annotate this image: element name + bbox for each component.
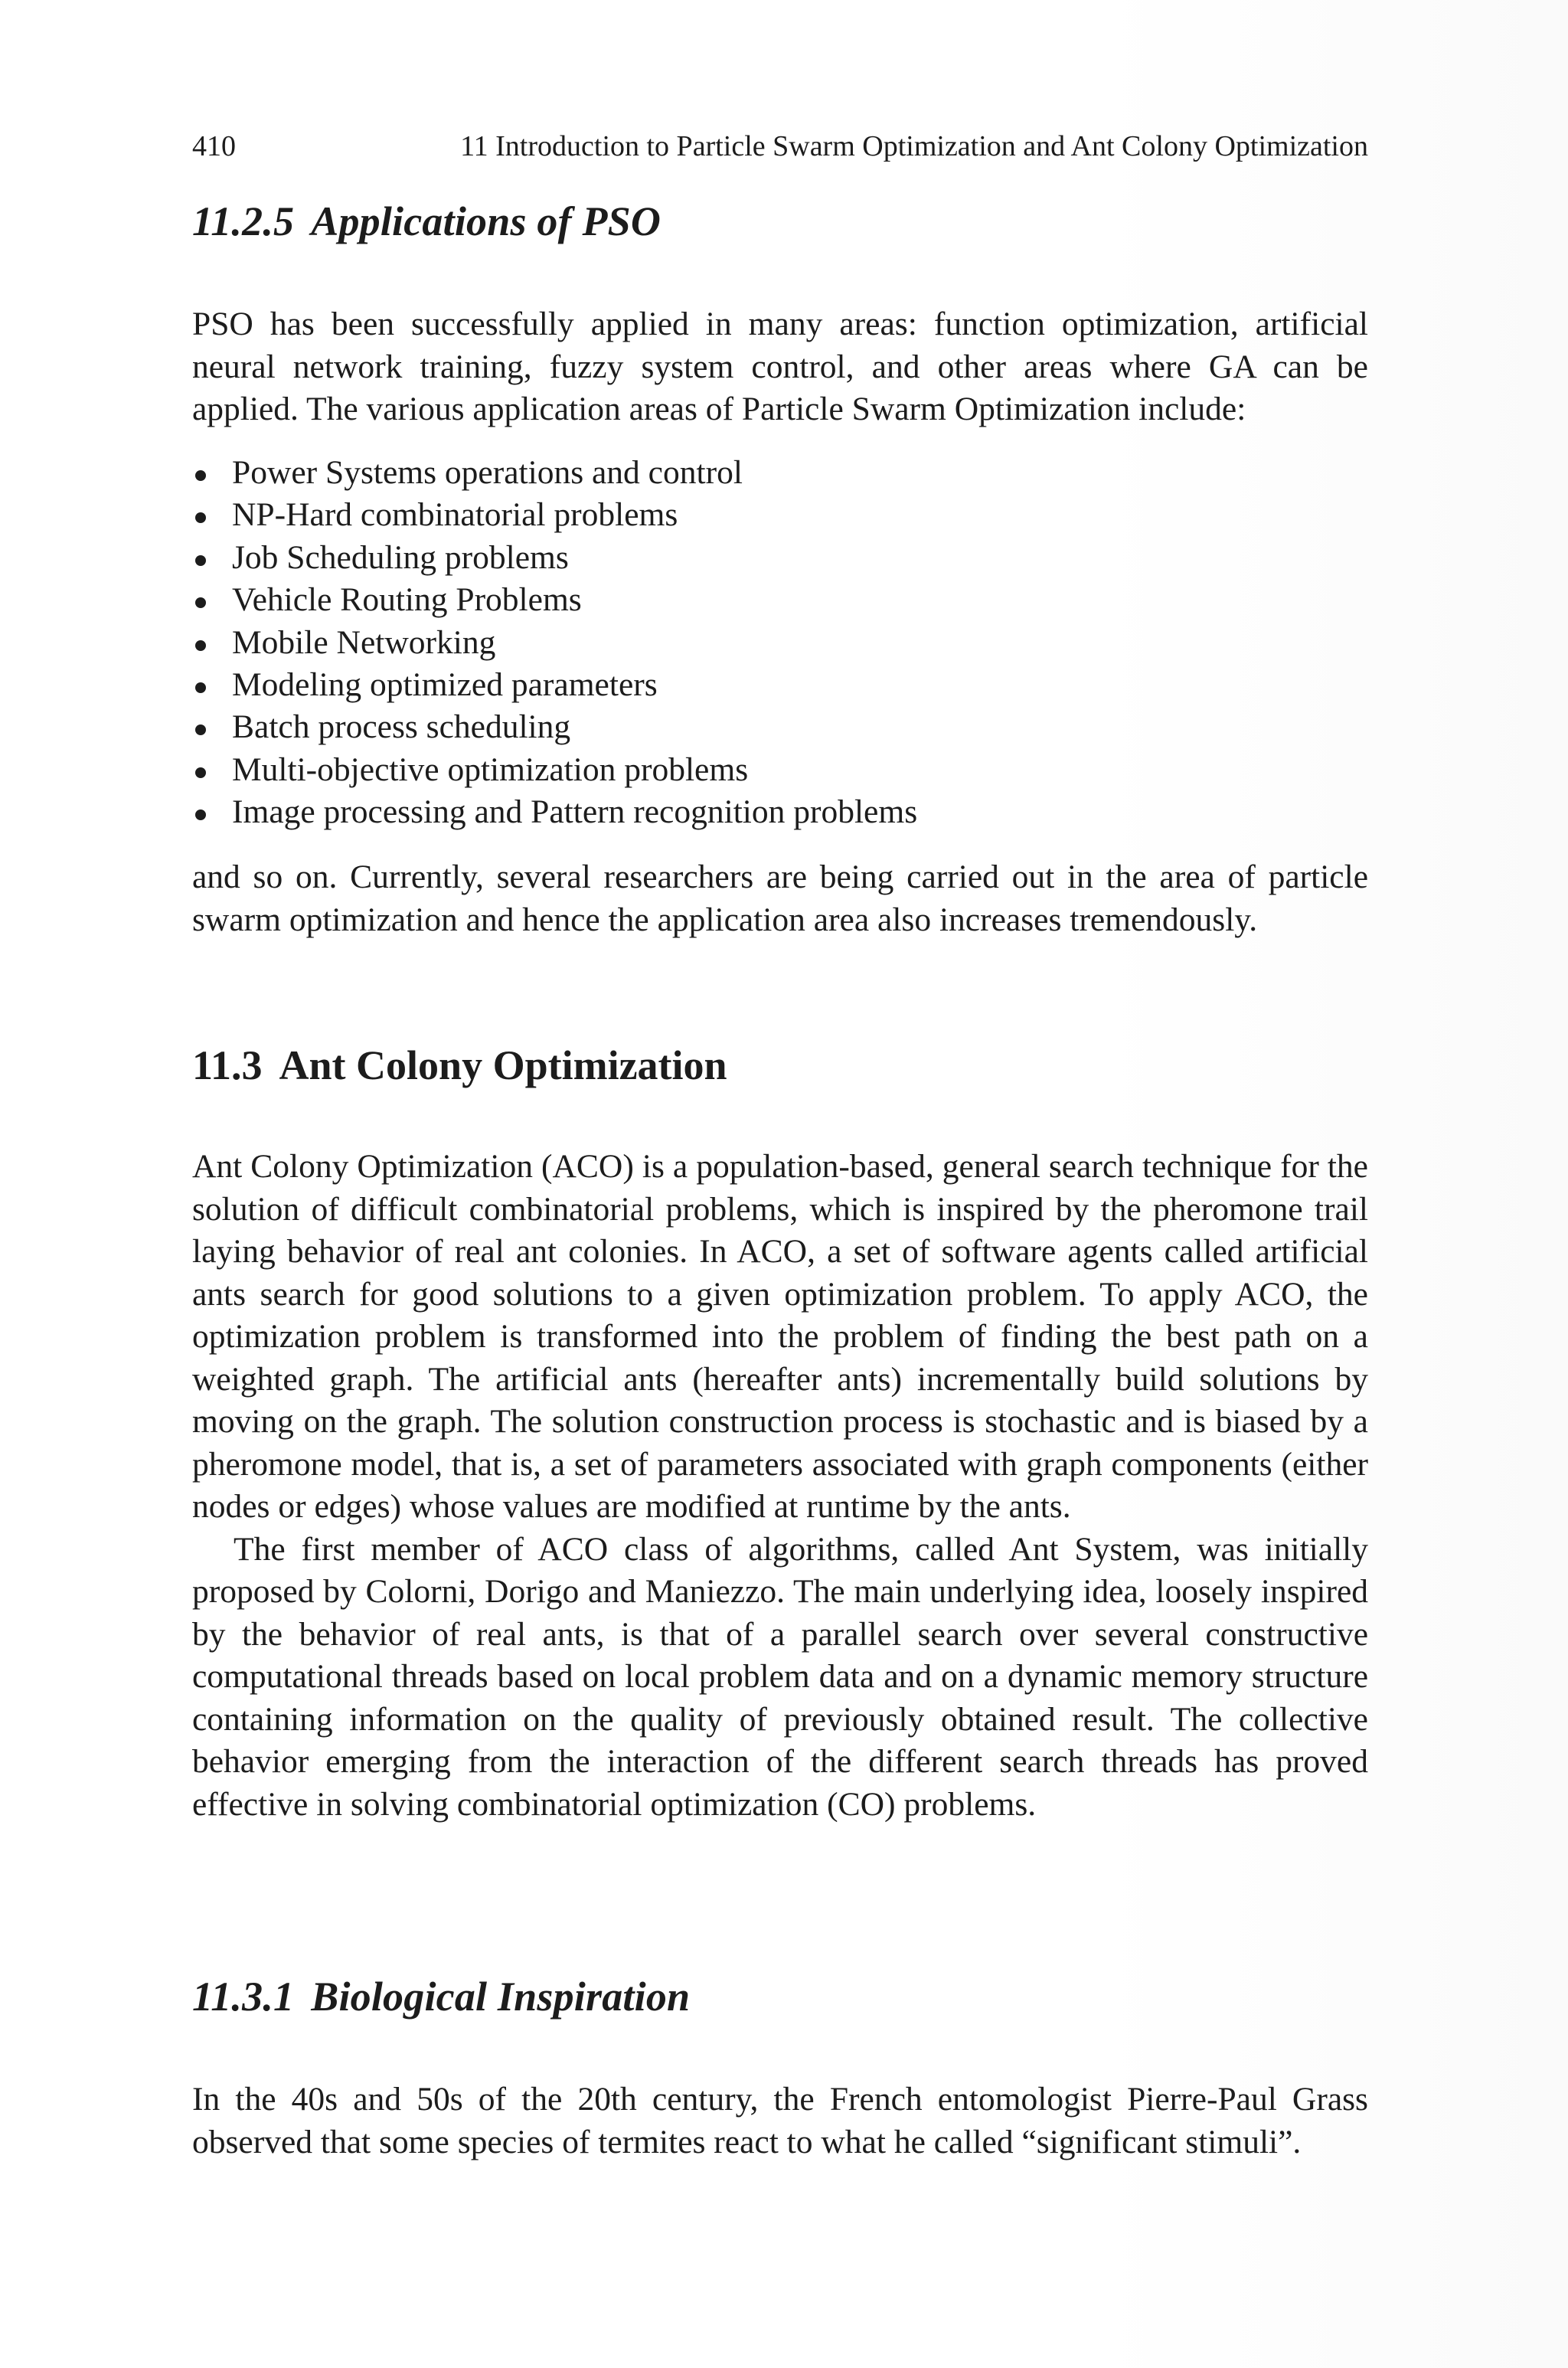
running-title: 11 Introduction to Particle Swarm Optimization and Ant Colony Optimization [460, 130, 1368, 162]
list-item: Modeling optimized parameters [192, 664, 1368, 706]
bullet-icon [195, 810, 206, 820]
list-item: Power Systems operations and control [192, 452, 1368, 494]
section-title: Ant Colony Optimization [279, 1042, 727, 1088]
subsection-number: 11.2.5 [192, 198, 295, 244]
aco-paragraph-1: Ant Colony Optimization (ACO) is a population-based, general search technique for the solution of difficult combinatorial problems, which is inspired by the pheromone trail laying behavior of real ant colonies. In ACO, a set of software agents called artificial ants search for good solutions to a given optimization problem. To apply ACO, the optimization problem is transformed into the problem of finding the best path on a weighted graph. The artificial ants (hereafter ants) incrementally build solutions by moving on the graph. The solution construction process is stochastic and is biased by a pheromone model, that is, a set of parameters associated with graph components (either nodes or edges) whose values are modified at runtime by the ants. [192, 1148, 1368, 1525]
list-item: Multi-objective optimization problems [192, 749, 1368, 791]
bullet-icon [195, 597, 206, 608]
bullet-icon [195, 640, 206, 651]
bullet-icon [195, 682, 206, 693]
page-number: 410 [192, 130, 236, 162]
pso-applications-list [192, 452, 1368, 834]
running-head [192, 127, 1368, 165]
pso-outro-block [192, 856, 1368, 941]
bullet-icon [195, 767, 206, 778]
biology-paragraph-1: In the 40s and 50s of the 20th century, the French entomologist Pierre-Paul Grass observed that some species of termites react to what he called “significant stimuli”. [192, 2081, 1368, 2160]
list-item: Mobile Networking [192, 622, 1368, 664]
aco-paragraph-2: The first member of ACO class of algorithms, called Ant System, was initially proposed by Colorni, Dorigo and Maniezzo. The main underlying idea, loosely inspired by the behavior of real ants, is that of a parallel search over several constructive computational threads based on local problem data and on a dynamic memory structure containing information on the quality of previously obtained result. The collective behavior emerging from the interaction of the different search threads has proved effective in solving combinatorial optimization (CO) problems. [192, 1530, 1368, 1823]
section-heading-ant-colony-optimization [192, 1042, 727, 1089]
subsection-heading-biological-inspiration [192, 1973, 690, 2020]
subsection-title: Biological Inspiration [311, 1974, 691, 2020]
list-item: Job Scheduling problems [192, 537, 1368, 579]
bullet-icon [195, 555, 206, 566]
list-item: Vehicle Routing Problems [192, 579, 1368, 621]
pso-intro-paragraph: PSO has been successfully applied in many areas: function optimization, artificial neural network training, fuzzy system control, and other areas where GA can be applied. The various application areas of Particle Swarm Optimization include: [192, 306, 1368, 427]
list-item: NP-Hard combinatorial problems [192, 494, 1368, 536]
subsection-title: Applications of PSO [311, 198, 662, 244]
subsection-number: 11.3.1 [192, 1974, 295, 2020]
bullet-icon [195, 512, 206, 523]
pso-intro-block [192, 303, 1368, 431]
aco-body-block [192, 1146, 1368, 1826]
pso-outro-paragraph: and so on. Currently, several researchers are being carried out in the area of particle swarm optimization and hence the application area also increases tremendously. [192, 859, 1368, 938]
section-number: 11.3 [192, 1042, 263, 1088]
list-item: Batch process scheduling [192, 706, 1368, 748]
bullet-icon [195, 724, 206, 735]
biology-body-block [192, 2079, 1368, 2164]
bullet-icon [195, 470, 206, 481]
subsection-heading-applications-of-pso [192, 198, 661, 245]
list-item: Image processing and Pattern recognition problems [192, 791, 1368, 833]
